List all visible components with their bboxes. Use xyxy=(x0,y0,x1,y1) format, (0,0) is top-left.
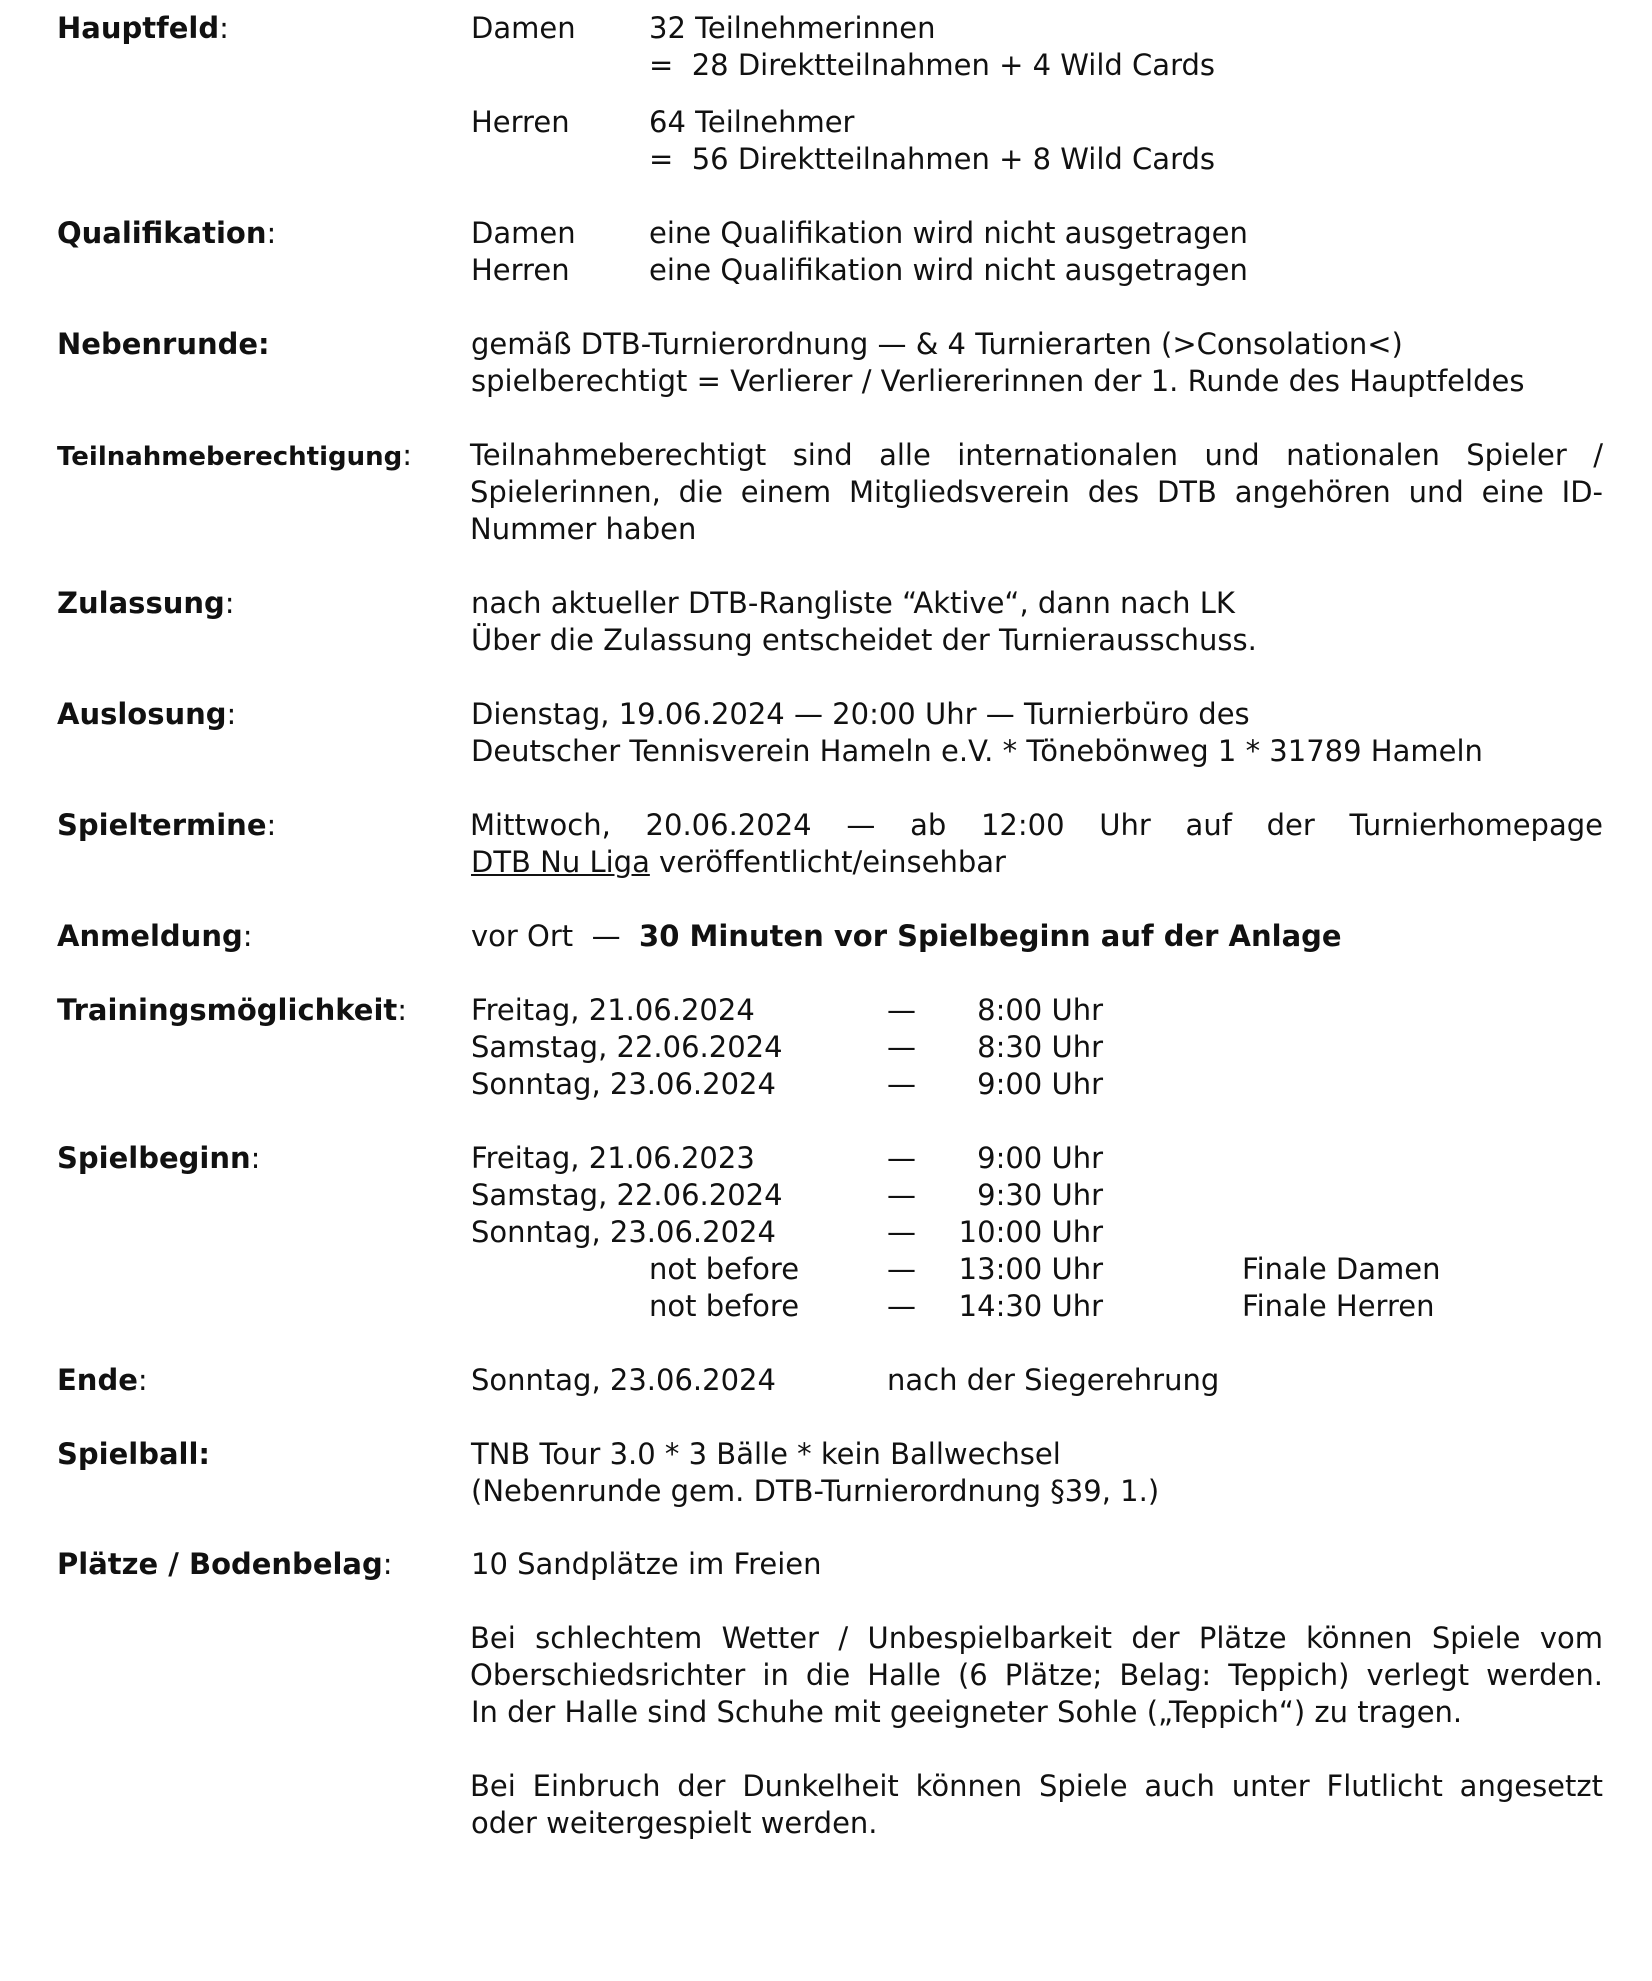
ende-text: nach der Siegerehrung xyxy=(887,1363,1220,1397)
training-day: Freitag, 21.06.2024 xyxy=(471,993,755,1027)
qualifikation-label: Qualifikation: xyxy=(57,216,277,250)
training-time: 8:30 Uhr xyxy=(977,1030,1103,1064)
ende-label: Ende: xyxy=(57,1363,148,1397)
spielbeginn-dash: — xyxy=(887,1252,916,1286)
spieltermine-line2: DTB Nu Liga veröffentlicht/einsehbar xyxy=(471,845,1006,879)
plaetze-label: Plätze / Bodenbelag: xyxy=(57,1547,393,1581)
qualifikation-damen-text: eine Qualifikation wird nicht ausgetragen xyxy=(649,216,1248,250)
plaetze-para1: Bei schlechtem Wetter / Unbespielbarkeit der Plätze können Spiele vom Oberschiedsrichter in die Halle (6 Plätze; Belag: Teppich) verlegt werden. xyxy=(470,1621,1603,1692)
spielbeginn-label: Spielbeginn: xyxy=(57,1141,261,1175)
training-time: 9:00 Uhr xyxy=(977,1067,1103,1101)
spielbeginn-note: Finale Damen xyxy=(1242,1252,1441,1286)
plaetze-para2: Bei Einbruch der Dunkelheit können Spiele auch unter Flutlicht angesetzt xyxy=(470,1769,1603,1803)
spielbeginn-note: Finale Herren xyxy=(1242,1289,1435,1323)
anmeldung-label: Anmeldung: xyxy=(57,919,253,953)
spielbeginn-day: not before xyxy=(649,1289,800,1323)
spielball-label: Spielball: xyxy=(57,1437,211,1471)
spieltermine-label: Spieltermine: xyxy=(57,808,277,842)
spielball-line1: TNB Tour 3.0 * 3 Bälle * kein Ballwechsel xyxy=(471,1437,1061,1471)
qualifikation-damen-label: Damen xyxy=(471,216,576,250)
dtb-nu-liga-link[interactable]: DTB Nu Liga xyxy=(471,845,650,879)
anmeldung-text: vor Ort — 30 Minuten vor Spielbeginn auf der Anlage xyxy=(471,919,1342,953)
teilnahme-text: Teilnahmeberechtigt sind alle internationalen und nationalen Spieler / Spielerinnen, die einem Mitgliedsverein des DTB angehören und eine ID-Nummer haben xyxy=(470,438,1603,546)
qualifikation-herren-text: eine Qualifikation wird nicht ausgetragen xyxy=(649,253,1248,287)
spielbeginn-day: not before xyxy=(649,1252,800,1286)
plaetze-para1-last: In der Halle sind Schuhe mit geeigneter Sohle („Teppich“) zu tragen. xyxy=(471,1695,1463,1729)
auslosung-label: Auslosung: xyxy=(57,697,237,731)
plaetze-line1: 10 Sandplätze im Freien xyxy=(471,1547,822,1581)
spielbeginn-time: 14:30 Uhr xyxy=(958,1289,1103,1323)
hauptfeld-damen-label: Damen xyxy=(471,11,576,45)
nebenrunde-line1: gemäß DTB-Turnierordnung — & 4 Turnierarten (>Consolation<) xyxy=(471,327,1403,361)
hauptfeld-herren-label: Herren xyxy=(471,105,570,139)
zulassung-label: Zulassung: xyxy=(57,586,235,620)
spielbeginn-time: 9:30 Uhr xyxy=(977,1178,1103,1212)
spielbeginn-dash: — xyxy=(887,1289,916,1323)
nebenrunde-label: Nebenrunde: xyxy=(57,327,270,361)
spielbeginn-day: Freitag, 21.06.2023 xyxy=(471,1141,755,1175)
hauptfeld-label: Hauptfeld: xyxy=(57,11,229,45)
training-dash: — xyxy=(887,1067,916,1101)
training-day: Sonntag, 23.06.2024 xyxy=(471,1067,776,1101)
spielbeginn-dash: — xyxy=(887,1215,916,1249)
nebenrunde-line2: spielberechtigt = Verlierer / Verliererinnen der 1. Runde des Hauptfeldes xyxy=(471,364,1525,398)
qualifikation-herren-label: Herren xyxy=(471,253,570,287)
spielbeginn-dash: — xyxy=(887,1141,916,1175)
hauptfeld-damen-line2: = 28 Direktteilnahmen + 4 Wild Cards xyxy=(649,48,1215,82)
spielbeginn-day: Samstag, 22.06.2024 xyxy=(471,1178,783,1212)
ende-day: Sonntag, 23.06.2024 xyxy=(471,1363,776,1397)
auslosung-line1: Dienstag, 19.06.2024 — 20:00 Uhr — Turnierbüro des xyxy=(471,697,1250,731)
training-dash: — xyxy=(887,1030,916,1064)
plaetze-para2-last: oder weitergespielt werden. xyxy=(471,1806,878,1840)
hauptfeld-herren-line1: 64 Teilnehmer xyxy=(649,105,855,139)
spielball-line2: (Nebenrunde gem. DTB-Turnierordnung §39, 1.) xyxy=(471,1474,1160,1508)
zulassung-line2: Über die Zulassung entscheidet der Turnierausschuss. xyxy=(471,623,1257,657)
spielbeginn-day: Sonntag, 23.06.2024 xyxy=(471,1215,776,1249)
training-dash: — xyxy=(887,993,916,1027)
zulassung-line1: nach aktueller DTB-Rangliste “Aktive“, dann nach LK xyxy=(471,586,1235,620)
training-day: Samstag, 22.06.2024 xyxy=(471,1030,783,1064)
hauptfeld-damen-line1: 32 Teilnehmerinnen xyxy=(649,11,936,45)
spielbeginn-time: 13:00 Uhr xyxy=(958,1252,1103,1286)
spielbeginn-dash: — xyxy=(887,1178,916,1212)
hauptfeld-herren-line2: = 56 Direktteilnahmen + 8 Wild Cards xyxy=(649,142,1215,176)
teilnahme-label: Teilnahmeberechtigung: xyxy=(57,438,413,472)
spielbeginn-time: 9:00 Uhr xyxy=(977,1141,1103,1175)
spieltermine-line1: Mittwoch, 20.06.2024 — ab 12:00 Uhr auf der Turnierhomepage xyxy=(470,808,1603,842)
spielbeginn-time: 10:00 Uhr xyxy=(958,1215,1103,1249)
training-time: 8:00 Uhr xyxy=(977,993,1103,1027)
training-label: Trainingsmöglichkeit: xyxy=(57,993,408,1027)
auslosung-line2: Deutscher Tennisverein Hameln e.V. * Tönebönweg 1 * 31789 Hameln xyxy=(471,734,1483,768)
